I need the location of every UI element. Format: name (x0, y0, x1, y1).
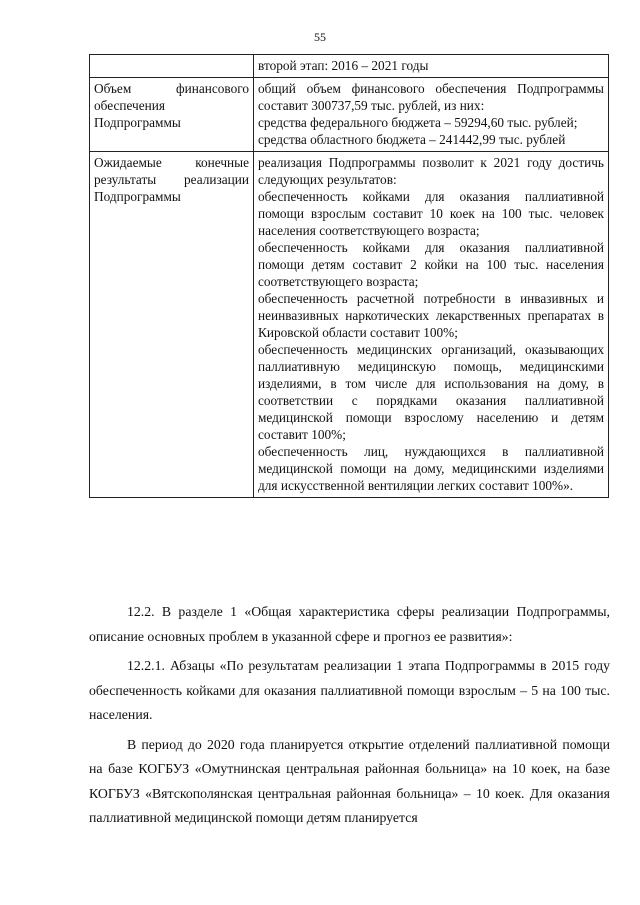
value-line: второй этап: 2016 – 2021 годы (258, 58, 429, 73)
table-row (90, 152, 609, 498)
row-label: Объем финансового обеспечения Подпрограммы (90, 78, 254, 152)
table-row (90, 78, 609, 152)
value-line: обеспеченность койками для оказания паллиативной помощи детям составит 2 койки на 100 тыс. населения соответствующего возраста; (258, 240, 604, 289)
value-line: обеспеченность расчетной потребности в инвазивных и неинвазивных наркотических лекарственных препаратах в Кировской области составит 100%; (258, 291, 604, 340)
paragraph: В период до 2020 года планируется открытие отделений паллиативной помощи на базе КОГБУЗ «Омутнинская центральная районная больница» на 10 коек, на базе КОГБУЗ «Вятскополянская центральная районная больница» – 10 коек. Для оказания паллиативной медицинской помощи детям планируется (89, 736, 610, 825)
table-row (90, 55, 609, 78)
value-line: средства областного бюджета – 241442,99 тыс. рублей (258, 132, 566, 147)
row-value (254, 78, 609, 152)
value-line: обеспеченность койками для оказания паллиативной помощи взрослым составит 10 коек на 100 тыс. человек населения соответствующего возраста; (258, 189, 604, 238)
paragraph: 12.2.1. Абзацы «По результатам реализации 1 этапа Подпрограммы в 2015 году обеспеченность койками для оказания паллиативной помощи взрослым – 5 на 100 тыс. населения. (89, 658, 610, 722)
row-value (254, 55, 609, 78)
value-line: обеспеченность лиц, нуждающихся в паллиативной медицинской помощи на дому, медицинскими изделиями для искусственной вентиляции легких составит 100%». (258, 444, 604, 493)
value-line: обеспеченность медицинских организаций, оказывающих паллиативную медицинскую помощь, медицинскими изделиями, в том числе для использования на дому, в соответствии с порядками оказания паллиативной медицинской помощи взрослому населению и детям составит 100%; (258, 342, 604, 442)
page-number: 55 (314, 30, 326, 44)
value-line: общий объем финансового обеспечения Подпрограммы составит 300737,59 тыс. рублей, из них: (258, 81, 604, 113)
row-label (90, 55, 254, 78)
paragraph: 12.2. В разделе 1 «Общая характеристика сферы реализации Подпрограммы, описание основных проблем в указанной сфере и прогноз ее развития»: (89, 604, 610, 644)
row-label: Ожидаемые конечные результаты реализации Подпрограммы (90, 152, 254, 498)
value-line: средства федерального бюджета – 59294,60 тыс. рублей; (258, 115, 578, 130)
value-line: реализация Подпрограммы позволит к 2021 году достичь следующих результатов: (258, 155, 604, 187)
subprogram-passport-table (89, 54, 609, 498)
body-text (89, 600, 610, 836)
row-value (254, 152, 609, 498)
